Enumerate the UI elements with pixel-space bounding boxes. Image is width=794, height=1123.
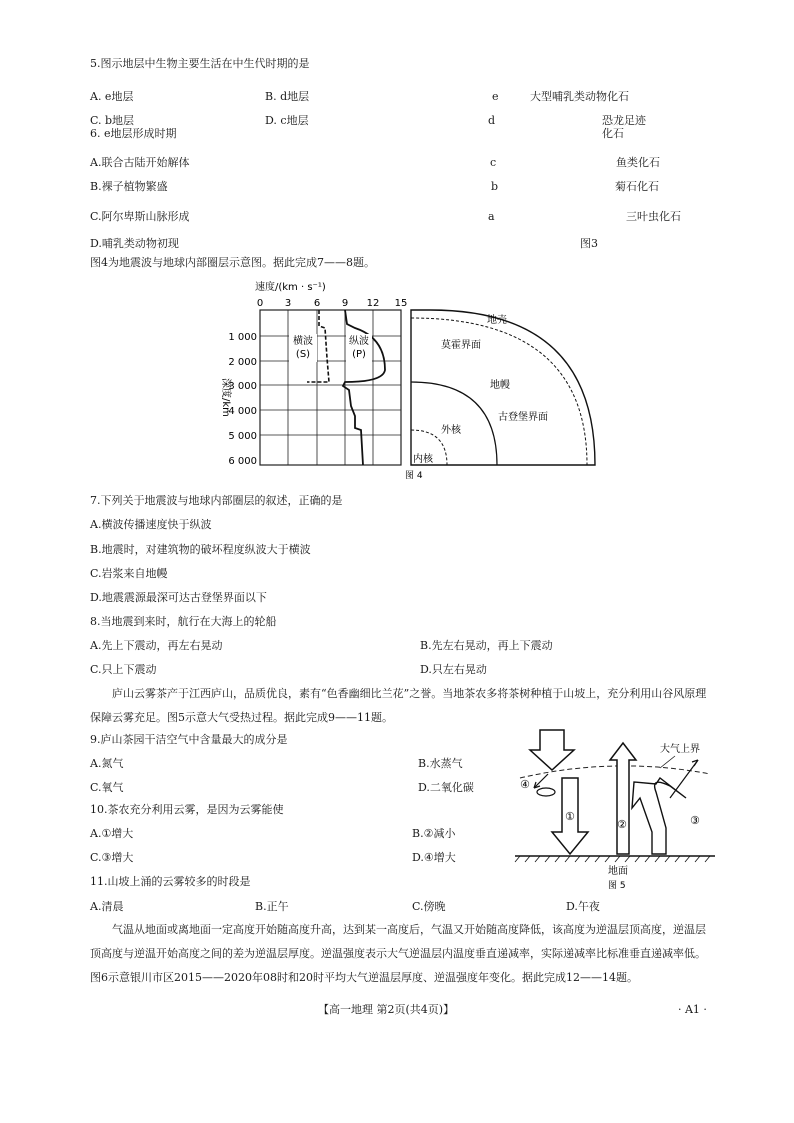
q8-option-d[interactable]: D.只左右晃动 bbox=[420, 663, 487, 676]
fig3-layer-c: c bbox=[490, 156, 497, 169]
q5-option-c[interactable]: C. b地层 bbox=[90, 114, 135, 127]
fig4-gutenberg-label: 古登堡界面 bbox=[498, 412, 548, 423]
q5-stem: 5.图示地层中生物主要生活在中生代时期的是 bbox=[90, 57, 310, 70]
fig4-moho-label: 莫霍界面 bbox=[441, 340, 481, 351]
fig3-layer-b: b bbox=[491, 180, 499, 193]
q11-option-c[interactable]: C.傍晚 bbox=[412, 900, 446, 913]
fig4-p-wave-symbol: (P) bbox=[352, 349, 366, 360]
fig5-atmosphere-diagram bbox=[510, 728, 720, 893]
fig4-crust-label: 地壳 bbox=[487, 315, 507, 326]
q7-stem: 7.下列关于地震波与地球内部圈层的叙述，正确的是 bbox=[90, 494, 343, 507]
fig4-axis-title: 速度/(km · s⁻¹) bbox=[255, 282, 326, 293]
q10-option-d[interactable]: D.④增大 bbox=[412, 851, 456, 864]
footer-code: · A1 · bbox=[678, 1003, 707, 1016]
q11-option-b[interactable]: B.正午 bbox=[255, 900, 289, 913]
fig3-layer-e: e bbox=[492, 90, 499, 103]
q11-stem: 11.山坡上涌的云雾较多的时段是 bbox=[90, 875, 251, 888]
q7-option-c[interactable]: C.岩浆来自地幔 bbox=[90, 567, 168, 580]
footer-title: 【高一地理 第2页(共4页)】 bbox=[318, 1003, 455, 1016]
q8-option-a[interactable]: A.先上下震动，再左右晃动 bbox=[90, 639, 223, 652]
fig5-caption: 图 5 bbox=[608, 881, 626, 891]
fig4-x-tick: 15 bbox=[394, 298, 408, 309]
fig5-label-3: ③ bbox=[690, 814, 700, 827]
fig4-y-tick: 3 000 bbox=[228, 381, 257, 392]
q6-option-c[interactable]: C.阿尔卑斯山脉形成 bbox=[90, 210, 190, 223]
fig5-label-2: ② bbox=[617, 818, 627, 831]
fig4-mantle-label: 地幔 bbox=[490, 380, 510, 391]
q8-option-b[interactable]: B.先左右晃动，再上下震动 bbox=[420, 639, 553, 652]
q5-option-b[interactable]: B. d地层 bbox=[265, 90, 310, 103]
q7-option-b[interactable]: B.地震时，对建筑物的破坏程度纵波大于横波 bbox=[90, 543, 311, 556]
fig4-y-tick: 2 000 bbox=[228, 357, 257, 368]
fig4-y-tick: 1 000 bbox=[228, 332, 257, 343]
q6-option-a[interactable]: A.联合古陆开始解体 bbox=[90, 156, 190, 169]
fig4-x-tick: 3 bbox=[284, 298, 292, 309]
q6-option-b[interactable]: B.裸子植物繁盛 bbox=[90, 180, 168, 193]
fig4-p-wave-label: 纵波 bbox=[349, 336, 369, 347]
lushan-paragraph: 庐山云雾茶产于江西庐山，品质优良，素有“色香幽细比兰花”之誉。当地茶农多将茶树种植于山坡上，充分利用山谷风原理保障云雾充足。图5示意大气受热过程。据此完成9——11题。 bbox=[90, 687, 707, 724]
fig5-label-1: ① bbox=[565, 810, 575, 823]
fig4-x-tick: 12 bbox=[366, 298, 380, 309]
fig4-inner-core-label: 内核 bbox=[413, 454, 433, 465]
fig3-fossil-a: 三叶虫化石 bbox=[626, 210, 681, 223]
q9-option-a[interactable]: A.氮气 bbox=[90, 757, 124, 770]
fig4-caption: 图 4 bbox=[405, 471, 423, 481]
q11-option-d[interactable]: D.午夜 bbox=[566, 900, 600, 913]
fig4-outer-core-label: 外核 bbox=[441, 425, 461, 436]
fig3-fossil-e: 大型哺乳类动物化石 bbox=[530, 90, 629, 103]
fig4-x-tick: 0 bbox=[256, 298, 264, 309]
q5-option-a[interactable]: A. e地层 bbox=[90, 90, 134, 103]
fig3-caption: 图3 bbox=[580, 237, 598, 250]
q5-option-d[interactable]: D. c地层 bbox=[265, 114, 309, 127]
fig3-layer-a: a bbox=[488, 210, 495, 223]
q10-option-c[interactable]: C.③增大 bbox=[90, 851, 134, 864]
fig3-fossil-b: 菊石化石 bbox=[615, 180, 659, 193]
q11-option-a[interactable]: A.清晨 bbox=[90, 900, 124, 913]
fig3-layer-d: d bbox=[488, 114, 496, 127]
fig4-seismic-diagram bbox=[215, 278, 600, 483]
fig4-s-wave-symbol: (S) bbox=[295, 349, 311, 360]
q9-stem: 9.庐山茶园干洁空气中含量最大的成分是 bbox=[90, 733, 288, 746]
q8-option-c[interactable]: C.只上下震动 bbox=[90, 663, 157, 676]
fig4-y-tick: 6 000 bbox=[228, 456, 257, 467]
fig4-intro: 图4为地震波与地球内部圈层示意图。据此完成7——8题。 bbox=[90, 256, 375, 269]
fig4-y-tick: 5 000 bbox=[228, 431, 257, 442]
fig3-fossil-d: 恐龙足迹化石 bbox=[602, 114, 646, 140]
fig4-x-tick: 6 bbox=[313, 298, 321, 309]
q7-option-a[interactable]: A.横波传播速度快于纵波 bbox=[90, 518, 212, 531]
fig4-x-tick: 9 bbox=[341, 298, 349, 309]
fig5-upper-bound-label: 大气上界 bbox=[660, 744, 700, 755]
q10-stem: 10.茶农充分利用云雾，是因为云雾能使 bbox=[90, 803, 284, 816]
inversion-paragraph: 气温从地面或离地面一定高度开始随高度升高，达到某一高度后，气温又开始随高度降低，该高度为逆温层顶高度，逆温层顶高度与逆温开始高度之间的差为逆温层厚度。逆温强度表示大气逆温层内温度垂直递减率，实际递减率比标准垂直递减率低。图6示意银川市区2015——2020年08时和20时平均大气逆温层厚度、逆温强度年变化。据此完成12——14题。 bbox=[90, 923, 706, 984]
fig4-s-wave-label: 横波 bbox=[293, 336, 313, 347]
q6-stem: 6. e地层形成时期 bbox=[90, 127, 177, 140]
q9-option-d[interactable]: D.二氧化碳 bbox=[418, 781, 474, 794]
q9-option-b[interactable]: B.水蒸气 bbox=[418, 757, 463, 770]
q7-option-d[interactable]: D.地震震源最深可达古登堡界面以下 bbox=[90, 591, 267, 604]
fig5-ground-label: 地面 bbox=[608, 866, 628, 877]
q9-option-c[interactable]: C.氧气 bbox=[90, 781, 124, 794]
q10-option-a[interactable]: A.①增大 bbox=[90, 827, 134, 840]
fig3-fossil-c: 鱼类化石 bbox=[616, 156, 660, 169]
q10-option-b[interactable]: B.②减小 bbox=[412, 827, 456, 840]
fig4-y-label: 深度/km bbox=[220, 378, 231, 417]
fig5-label-4: ④ bbox=[520, 778, 530, 791]
fig4-y-tick: 4 000 bbox=[228, 406, 257, 417]
q8-stem: 8.当地震到来时，航行在大海上的轮船 bbox=[90, 615, 277, 628]
q6-option-d[interactable]: D.哺乳类动物初现 bbox=[90, 237, 179, 250]
